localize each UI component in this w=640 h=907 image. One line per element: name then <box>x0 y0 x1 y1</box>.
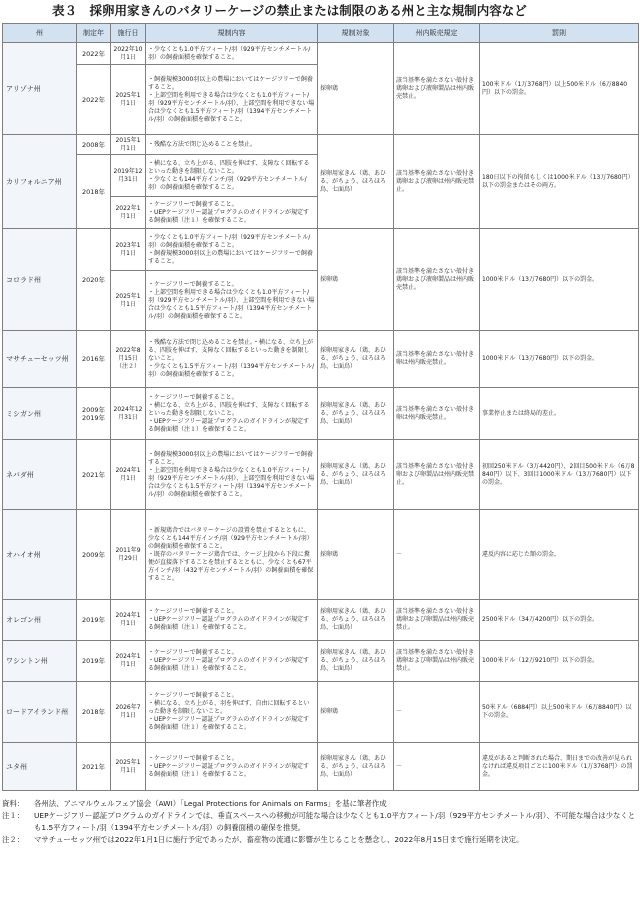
target-cell: 採卵用家きん（鶏、あひる、がちょう、ほろほろ鳥、七面鳥） <box>318 743 394 791</box>
target-cell: 採卵鶏 <box>318 43 394 135</box>
footnote-2-label: 注２： <box>2 835 25 844</box>
content-cell: ・新規鶏舎ではバタリーケージの設置を禁止するとともに、少なくとも144平方インチ/羽（929平方センチメートル/羽）の飼養面積を確保すること。 ・既存のバタリーケージ鶏舎では、ケージ上段から下段に糞便が直接落下することを禁止するとともに、少なくとも67平方インチ/羽（432平方センチメートル/羽）の飼養面積を確保すること。 <box>146 510 318 600</box>
enacted-cell: 2018年 <box>77 155 111 229</box>
footnote-2-text: マサチューセッツ州では2022年1月1日に施行予定であったが、畜産物の流通に影響が生じることを懸念し、2022年8月15日まで施行延期を決定。 <box>34 835 524 844</box>
table-row <box>3 510 639 600</box>
content-cell: ・横になる、立ち上がる、四肢を伸ばす、支障なく回転するといった動きを制限しないこと。 ・少なくとも144平方インチ/羽（929平方センチメートル/羽）の飼養面積を確保すること。 <box>146 155 318 197</box>
state-cell: コロラド州 <box>3 229 77 331</box>
footnote-1-label: 注１： <box>2 811 25 820</box>
table-title: 表３ 採卵用家きんのバタリーケージの禁止または制限のある州と主な規制内容など <box>52 3 527 18</box>
target-cell: 採卵鶏 <box>318 229 394 331</box>
sales-cell: 該当基準を満たさない殻付き鶏卵および液卵は州内販売禁止。 <box>394 135 480 229</box>
col-content: 規制内容 <box>146 24 318 43</box>
penalty-cell: 180日以下の拘留もしくは1000米ドル（13万7680円）以下の罰金またはその両方。 <box>480 135 639 229</box>
col-target: 規制対象 <box>318 24 394 43</box>
content-cell: ・残酷な方法で閉じ込めることを禁止。・横になる、立ち上がる、四肢を伸ばす、支障なく回転するといった動きを制限しないこと。 ・少なくとも1.5平方フィート/羽（1394平方センチメートル/羽）の飼養面積を確保すること。 <box>146 331 318 388</box>
state-cell: アリゾナ州 <box>3 43 77 135</box>
target-cell: 採卵用家きん（鶏、あひる、がちょう、ほろほろ鳥、七面鳥） <box>318 388 394 440</box>
sales-cell: － <box>394 743 480 791</box>
content-cell: ・少なくとも1.0平方フィート/羽（929平方センチメートル/羽）の飼養面積を確保すること。 <box>146 43 318 65</box>
sales-cell: 該当基準を満たさない殻付き鶏卵および卵製品は州内販売禁止。 <box>394 600 480 641</box>
table-row <box>3 43 639 65</box>
state-cell: ロードアイランド州 <box>3 682 77 743</box>
penalty-cell: 1000米ドル（13万7680円）以下の罰金。 <box>480 229 639 331</box>
footnote-2 <box>2 834 638 846</box>
penalty-cell: 1000米ドル（12万9210円）以下の罰金。 <box>480 641 639 682</box>
effective-cell: 2025年1月1日 <box>111 271 146 331</box>
state-cell: オレゴン州 <box>3 600 77 641</box>
table-row <box>3 388 639 440</box>
effective-cell: 2011年9月29日 <box>111 510 146 600</box>
enacted-cell: 2021年 <box>77 743 111 791</box>
col-effective: 施行日 <box>111 24 146 43</box>
enacted-cell: 2009年 2019年 <box>77 388 111 440</box>
penalty-cell: 違反内容に応じた額の罰金。 <box>480 510 639 600</box>
table-row <box>3 135 639 155</box>
table-row <box>3 641 639 682</box>
effective-cell: 2015年1月1日 <box>111 135 146 155</box>
state-cell: カリフォルニア州 <box>3 135 77 229</box>
regulation-table <box>2 23 639 791</box>
content-cell: ・ケージフリーで飼養すること。 ・UEPケージフリー認証プログラムのガイドラインが規定する飼養面積（注１）を確保すること。 <box>146 197 318 229</box>
enacted-cell: 2016年 <box>77 331 111 388</box>
header-row <box>3 24 639 43</box>
content-cell: ・ケージフリーで飼養すること。 ・横になる、立ち上がる、羽を伸ばす、自由に回転するといった動きを制限しないこと。 ・UEPケージフリー認証プログラムのガイドラインが規定する飼養面積（注１）を確保すること。 <box>146 682 318 743</box>
sales-cell: － <box>394 510 480 600</box>
penalty-cell: 100米ドル（1万3768円）以上500米ドル（6万8840円）以下の罰金。 <box>480 43 639 135</box>
target-cell: 採卵用家きん（鶏、あひる、がちょう、ほろほろ鳥、七面鳥） <box>318 440 394 510</box>
effective-cell: 2023年1月1日 <box>111 229 146 271</box>
table-row <box>3 682 639 743</box>
content-cell: ・ケージフリーで飼養すること。 ・横になる、立ち上がる、四肢を伸ばす、支障なく回転するといった動きを制限しないこと。 ・UEPケージフリー認証プログラムのガイドラインが規定する飼養面積（注１）を確保すること。 <box>146 388 318 440</box>
enacted-cell: 2009年 <box>77 510 111 600</box>
enacted-cell: 2022年 <box>77 65 111 135</box>
penalty-cell: 2500米ドル（34万4200円）以下の罰金。 <box>480 600 639 641</box>
source-note <box>2 798 638 810</box>
sales-cell: 該当基準を満たさない殻付き卵は州内販売禁止。 <box>394 331 480 388</box>
enacted-cell: 2021年 <box>77 440 111 510</box>
source-text: 各州法、アニマルウェルフェア協会（AWI）「Legal Protections for Animals on Farms」を基に筆者作成 <box>34 799 387 808</box>
sales-cell: － <box>394 682 480 743</box>
col-penalty: 罰則 <box>480 24 639 43</box>
content-cell: ・ケージフリーで飼養すること。 ・上部空間を利用できる場合は少なくとも1.0平方フィート/羽（929平方センチメートル/羽）、上部空間を利用できない場合は少なくとも1.5平方フィート/羽（1394平方センチメートル/羽）の飼養面積を確保すること。 <box>146 271 318 331</box>
effective-cell: 2019年12月31日 <box>111 155 146 197</box>
content-cell: ・少なくとも1.0平方フィート/羽（929平方センチメートル/羽）の飼養面積を確保すること。 ・飼養規模3000羽以上の農場においてはケージフリーで飼養すること。 <box>146 229 318 271</box>
target-cell: 採卵用家きん（鶏、あひる、がちょう、ほろほろ鳥、七面鳥） <box>318 331 394 388</box>
table-row <box>3 440 639 510</box>
footnote-1-text: UEPケージフリー認証プログラムのガイドラインでは、垂直スペースへの移動が可能な場合は少なくとも1.0平方フィート/羽（929平方センチメートル/羽）、不可能な場合は少なくとも1.5平方フィート/羽（1394平方センチメートル/羽）の飼養面積の確保を推奨。 <box>34 811 636 832</box>
enacted-cell: 2008年 <box>77 135 111 155</box>
state-cell: マサチューセッツ州 <box>3 331 77 388</box>
content-cell: ・ケージフリーで飼養すること。 ・UEPケージフリー認証プログラムのガイドラインが規定する飼養面積（注１）を確保すること。 <box>146 600 318 641</box>
target-cell: 採卵用家きん（鶏、あひる、がちょう、ほろほろ鳥、七面鳥） <box>318 135 394 229</box>
effective-cell: 2024年1月1日 <box>111 641 146 682</box>
effective-cell: 2026年7月1日 <box>111 682 146 743</box>
effective-cell: 2024年1月1日 <box>111 440 146 510</box>
penalty-cell: 1000米ドル（13万7680円）以下の罰金。 <box>480 331 639 388</box>
table-row <box>3 743 639 791</box>
sales-cell: 該当基準を満たさない殻付き鶏卵および液卵製品は州内販売禁止。 <box>394 43 480 135</box>
effective-cell: 2024年1月1日 <box>111 600 146 641</box>
penalty-cell: 50米ドル（6884円）以上500米ドル（6万8840円）以下の罰金。 <box>480 682 639 743</box>
effective-cell: 2022年8月15日（注２） <box>111 331 146 388</box>
target-cell: 採卵用家きん（鶏、あひる、がちょう、ほろほろ鳥、七面鳥） <box>318 600 394 641</box>
effective-cell: 2025年1月1日 <box>111 743 146 791</box>
state-cell: ネバダ州 <box>3 440 77 510</box>
footnote-1 <box>2 810 638 834</box>
content-cell: ・ケージフリーで飼養すること。 ・UEPケージフリー認証プログラムのガイドラインが規定する飼養面積（注１）を確保すること。 <box>146 641 318 682</box>
col-sales: 州内販売規定 <box>394 24 480 43</box>
sales-cell: 該当基準を満たさない殻付き鶏卵および卵製品は州内販売禁止。 <box>394 641 480 682</box>
table-notes <box>2 798 638 846</box>
table-row <box>3 229 639 271</box>
target-cell: 採卵用家きん（鶏、あひる、がちょう、ほろほろ鳥、七面鳥） <box>318 641 394 682</box>
content-cell: ・残酷な方法で閉じ込めることを禁止。 <box>146 135 318 155</box>
enacted-cell: 2019年 <box>77 600 111 641</box>
penalty-cell: 事業停止または終局的差止。 <box>480 388 639 440</box>
effective-cell: 2025年1月1日 <box>111 65 146 135</box>
content-cell: ・飼養規模3000羽以上の農場においてはケージフリーで飼養すること。 ・上部空間を利用できる場合は少なくとも1.0平方フィート/羽（929平方センチメートル/羽）、上部空間を利用できない場合は少なくとも1.5平方フィート/羽（1394平方センチメートル/羽）の飼養面積を確保すること。 <box>146 65 318 135</box>
enacted-cell: 2018年 <box>77 682 111 743</box>
source-label: 資料： <box>2 799 25 808</box>
table-row <box>3 331 639 388</box>
content-cell: ・飼養規模3000羽以上の農場においてはケージフリーで飼養すること。 ・上部空間を利用できる場合は少なくとも1.0平方フィート/羽（929平方センチメートル/羽）、上部空間を利用できない場合は少なくとも1.5平方フィート/羽（1394平方センチメートル/羽）の飼養面積を確保すること。 <box>146 440 318 510</box>
penalty-cell: 初回250米ドル（3万4420円）、2回目500米ドル（6万8840円）以下、3回目1000米ドル（13万7680円）以下の罰金。 <box>480 440 639 510</box>
col-state: 州 <box>3 24 77 43</box>
state-cell: ワシントン州 <box>3 641 77 682</box>
sales-cell: 該当基準を満たさない殻付き鶏卵および液卵製品は州内販売禁止。 <box>394 229 480 331</box>
effective-cell: 2022年1月1日 <box>111 197 146 229</box>
content-cell: ・ケージフリーで飼養すること。 ・UEPケージフリー認証プログラムのガイドラインが規定する飼養面積（注１）を確保すること。 <box>146 743 318 791</box>
state-cell: ユタ州 <box>3 743 77 791</box>
penalty-cell: 違反があると判断された場合、期日までの改善が見られなければ違反項目ごとに100米ドル（1万3768円）の罰金。 <box>480 743 639 791</box>
enacted-cell: 2019年 <box>77 641 111 682</box>
col-enacted: 制定年 <box>77 24 111 43</box>
effective-cell: 2024年12月31日 <box>111 388 146 440</box>
state-cell: オハイオ州 <box>3 510 77 600</box>
target-cell: 採卵鶏 <box>318 510 394 600</box>
sales-cell: 該当基準を満たさない殻付き卵は州内販売禁止。 <box>394 388 480 440</box>
sales-cell: 該当基準を満たさない殻付き卵および卵製品は州内販売禁止。 <box>394 440 480 510</box>
state-cell: ミシガン州 <box>3 388 77 440</box>
effective-cell: 2022年10月1日 <box>111 43 146 65</box>
enacted-cell: 2020年 <box>77 229 111 331</box>
target-cell: 採卵鶏 <box>318 682 394 743</box>
enacted-cell: 2022年 <box>77 43 111 65</box>
table-row <box>3 600 639 641</box>
